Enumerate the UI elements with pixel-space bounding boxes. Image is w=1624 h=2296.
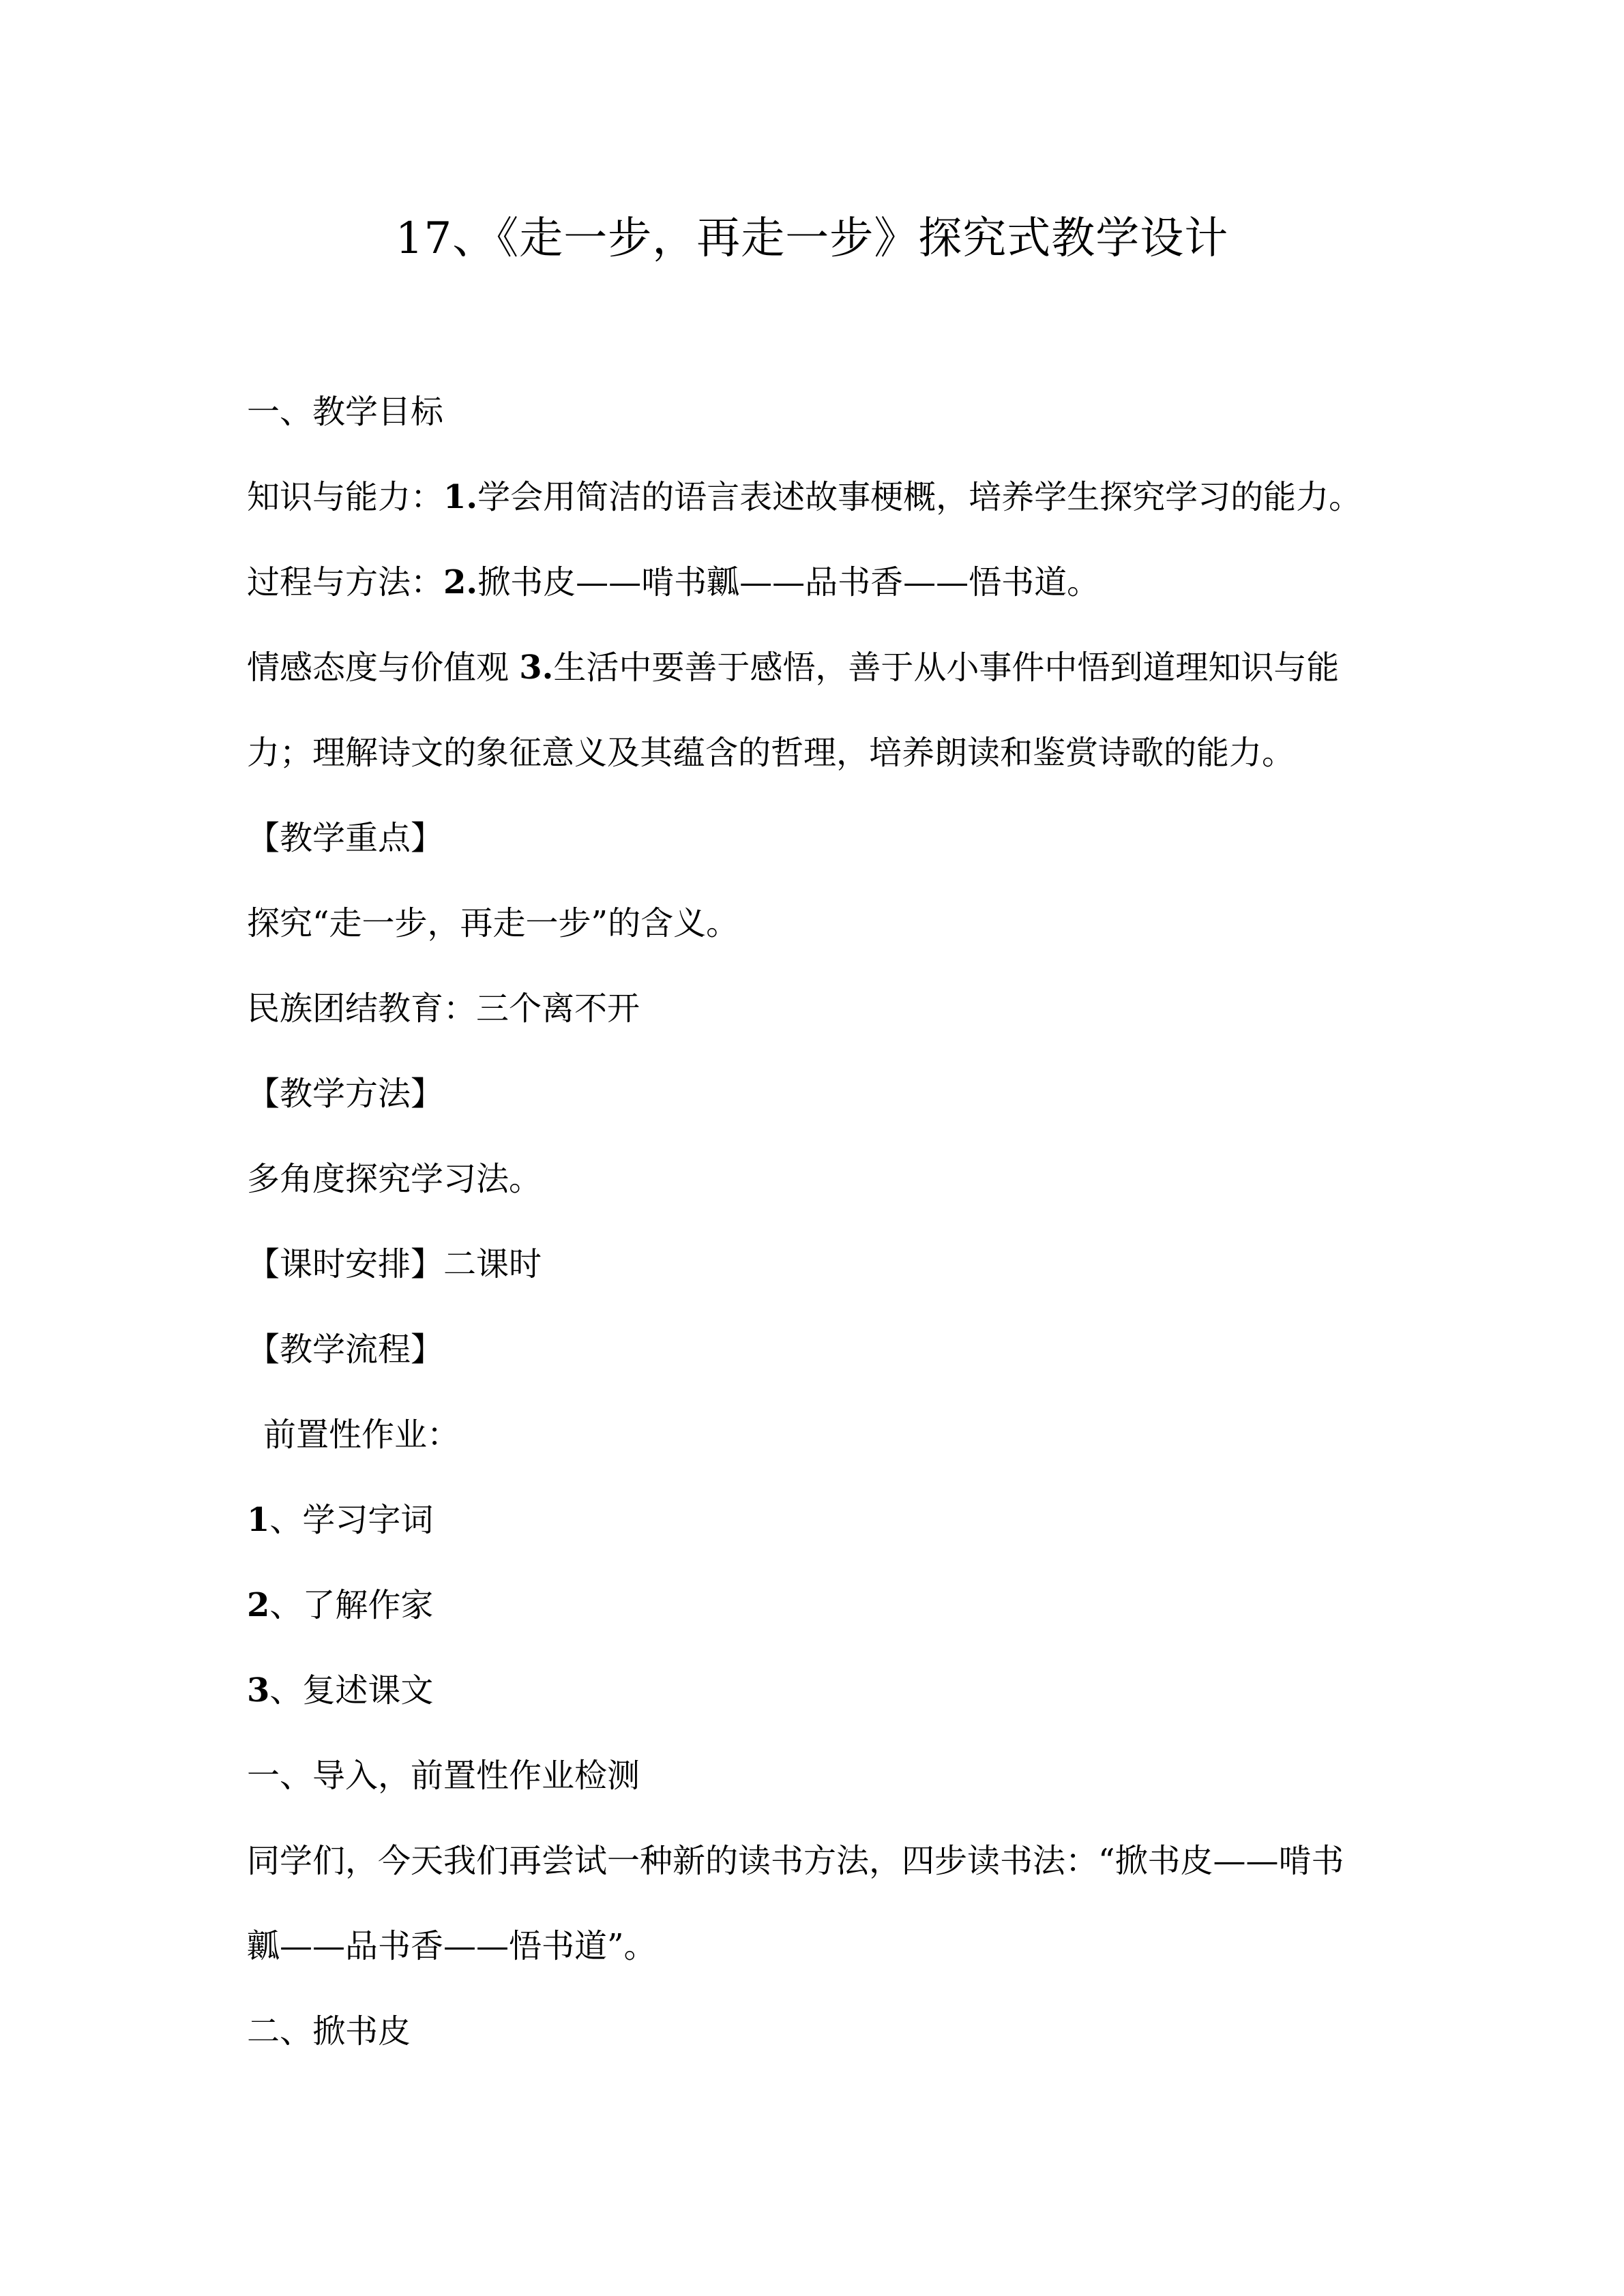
- objective-2-number: 2.: [443, 563, 478, 601]
- pre-work-item-2-text: 、了解作家: [269, 1586, 434, 1624]
- pre-work-item-3-text: 、复述课文: [269, 1671, 434, 1710]
- objective-2: [247, 562, 1099, 603]
- pre-work-heading: 前置性作业：: [263, 1416, 460, 1454]
- objective-1-text: 学会用简洁的语言表述故事梗概，培养学生探究学习的能力。: [477, 478, 1362, 516]
- objective-1-label: 知识与能力：: [247, 478, 444, 516]
- pre-work-item-3: [247, 1670, 433, 1711]
- process-heading: 【教学流程】: [247, 1330, 444, 1369]
- step-1-heading: 一、导入，前置性作业检测: [247, 1757, 640, 1795]
- key-point-2: 民族团结教育：三个离不开: [247, 989, 640, 1028]
- pre-work-item-1: [247, 1500, 433, 1540]
- method-heading: 【教学方法】: [247, 1075, 444, 1113]
- pre-work-item-3-number: 3: [247, 1671, 270, 1710]
- schedule-heading: 【课时安排】: [247, 1245, 444, 1283]
- objective-3-label: 情感态度与价值观: [247, 648, 520, 687]
- objective-1-number: 1.: [443, 478, 478, 516]
- objective-3-text: 生活中要善于感悟，善于从小事件中悟到道理知识与能: [553, 648, 1340, 687]
- objective-3-number: 3.: [519, 648, 554, 687]
- pre-work-item-2: [247, 1585, 433, 1626]
- objective-2-label: 过程与方法：: [247, 563, 444, 601]
- objective-2-text: 掀书皮——啃书瓤——品书香——悟书道。: [477, 563, 1100, 601]
- schedule-text: 二课时: [443, 1245, 542, 1283]
- pre-work-item-1-number: 1: [247, 1501, 270, 1539]
- key-points-heading: 【教学重点】: [247, 819, 444, 857]
- objective-3-line-1: [247, 647, 1339, 688]
- section-heading-objectives: 一、教学目标: [247, 393, 444, 431]
- method-text: 多角度探究学习法。: [247, 1160, 542, 1198]
- step-1-text-line-1: 同学们，今天我们再尝试一种新的读书方法，四步读书法：“掀书皮——啃书: [247, 1842, 1344, 1880]
- key-point-1: 探究“走一步，再走一步”的含义。: [247, 904, 739, 942]
- pre-work-item-1-text: 、学习字词: [269, 1501, 434, 1539]
- pre-work-item-2-number: 2: [247, 1586, 270, 1624]
- objective-1: [247, 477, 1361, 518]
- step-2-heading: 二、掀书皮: [247, 2012, 411, 2051]
- schedule: [247, 1244, 542, 1285]
- step-1-text-line-2: 瓤——品书香——悟书道”。: [247, 1927, 657, 1965]
- document-title: 17、《走一步，再走一步》探究式教学设计: [395, 213, 1229, 264]
- objective-3-line-2: 力；理解诗文的象征意义及其蕴含的哲理，培养朗读和鉴赏诗歌的能力。: [247, 734, 1295, 772]
